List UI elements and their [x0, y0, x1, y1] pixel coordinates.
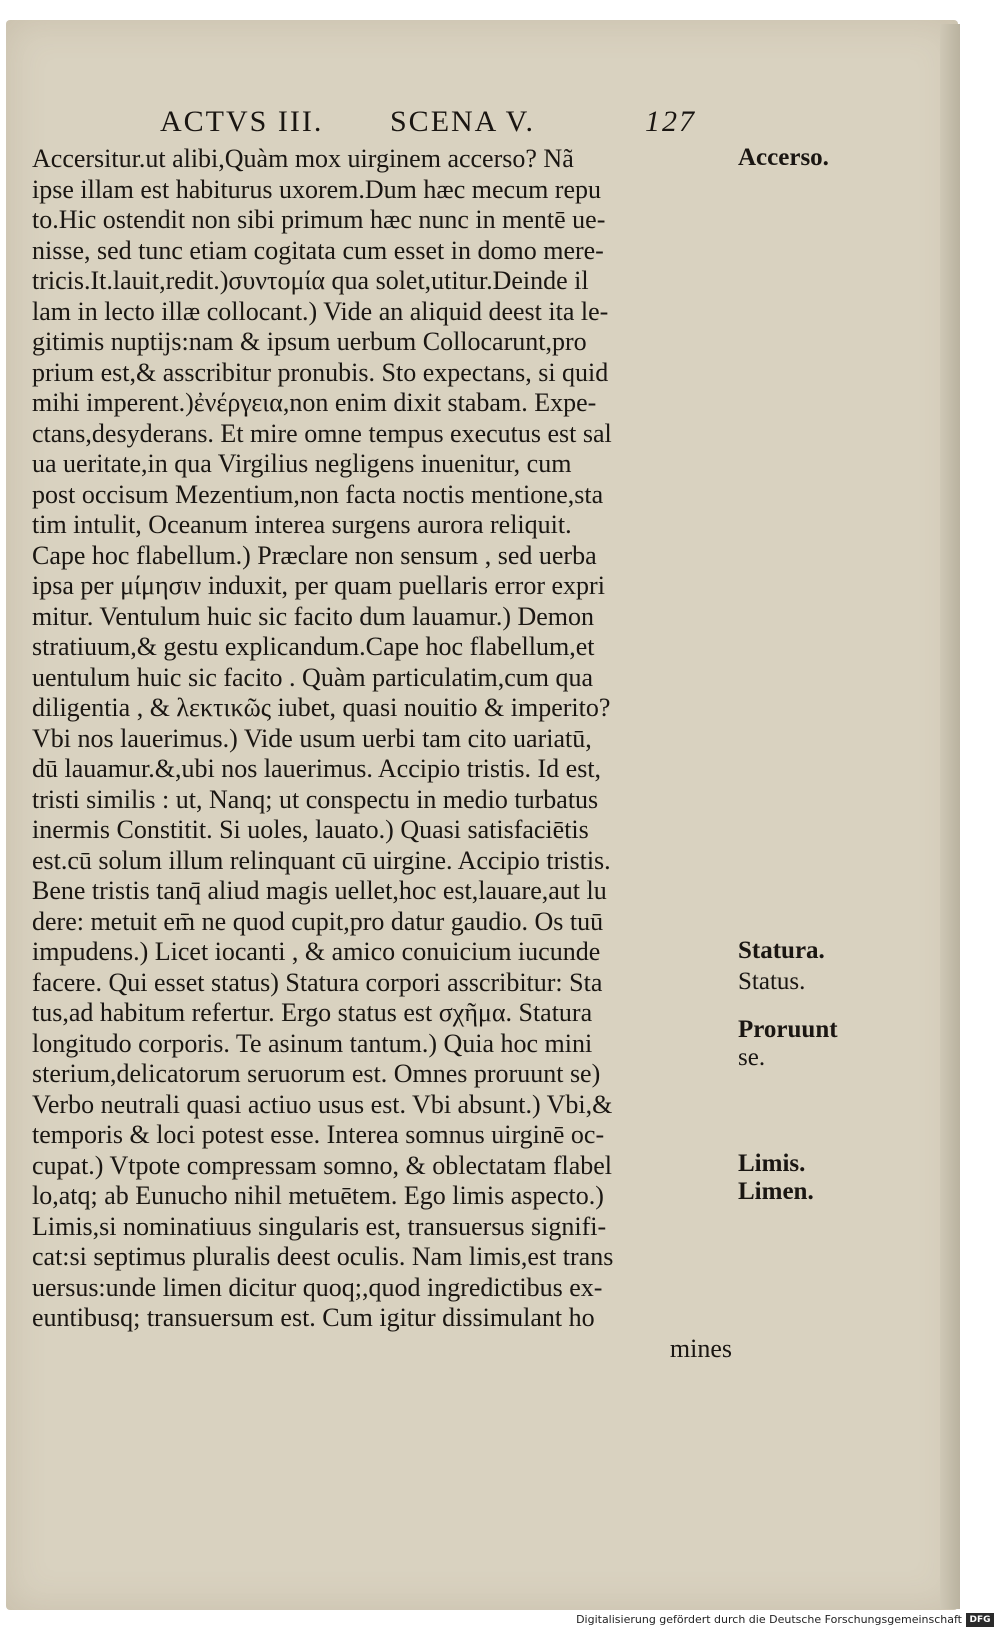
text-line: ua ueritate,in qua Virgilius negligens inuenitur, cum	[32, 449, 572, 478]
text-line: lam in lecto illæ collocant.) Vide an aliquid deest ita le-	[32, 296, 609, 326]
margin-note-accerso: Accerso.	[738, 144, 829, 171]
text-line: Cape hoc flabellum.) Præclare non sensum , sed uerba	[32, 540, 597, 570]
page-edge	[940, 24, 960, 1609]
margin-note-se: se.	[738, 1044, 766, 1071]
text-line: Verbo neutrali quasi actiuo usus est. Vbi absunt.) Vbi,&	[32, 1089, 613, 1119]
text-line: dere: metuit em̄ ne quod cupit,pro datur gaudio. Os tuū	[32, 906, 604, 936]
text-line: tus,ad habitum refertur. Ergo status est σχῆμα. Statura	[32, 998, 593, 1027]
text-line: uersus:unde limen dicitur quoq;,quod ingredictibus ex-	[32, 1272, 603, 1302]
body-text	[32, 144, 732, 1364]
margin-note-limis: Limis.	[738, 1150, 806, 1177]
text-line: cupat.) Vtpote compressam somno, & oblectatam flabel	[32, 1150, 613, 1180]
text-line: mitur. Ventulum huic sic facito dum lauamur.) Demon	[32, 601, 595, 631]
text-line: mihi imperent.)ἐνέργεια,non enim dixit stabam. Expe-	[32, 388, 597, 417]
text-line: ctans,desyderans. Et mire omne tempus executus est sal	[32, 418, 612, 448]
text-line: uentulum huic sic facito . Quàm particulatim,cum qua	[32, 662, 594, 692]
text-line: gitimis nuptijs:nam & ipsum uerbum Collocarunt,pro	[32, 327, 587, 356]
text-line: inermis Constitit. Si uoles, lauato.) Quasi satisfaciētis	[32, 815, 589, 844]
header-scene: SCENA V.	[390, 105, 535, 138]
text-line: tricis.It.lauit,redit.)συντομία qua solet,utitur.Deinde il	[32, 266, 589, 295]
text-line: dū lauamur.&,ubi nos lauerimus. Accipio tristis. Id est,	[32, 754, 602, 783]
margin-note-proruunt: Proruunt	[738, 1016, 838, 1043]
text-line: Accersitur.ut alibi,Quàm mox uirginem accerso? Nã	[32, 144, 574, 173]
text-line: ipse illam est habiturus uxorem.Dum hæc mecum repu	[32, 174, 601, 204]
text-line: Vbi nos lauerimus.) Vide usum uerbi tam cito uariatū,	[32, 723, 592, 753]
text-line: facere. Qui esset status) Statura corpori asscribitur: Sta	[32, 967, 603, 997]
text-line: post occisum Mezentium,non facta noctis mentione,sta	[32, 479, 604, 509]
text-line: Bene tristis tanq̄ aliud magis uellet,hoc est,lauare,aut lu	[32, 876, 607, 905]
page-number: 127	[645, 105, 696, 138]
footer-credit: Digitalisierung gefördert durch die Deutsche Forschungsgemeinschaft	[576, 1613, 962, 1626]
margin-note-statura: Statura.	[738, 937, 825, 964]
text-line: to.Hic ostendit non sibi primum hæc nunc in mentē ue-	[32, 205, 606, 234]
text-line: temporis & loci potest esse. Interea somnus uirginē oc-	[32, 1120, 605, 1149]
text-line: diligentia , & λεκτικῶς iubet, quasi nouitio & imperito?	[32, 693, 611, 722]
text-line: cat:si septimus pluralis deest oculis. Nam limis,est trans	[32, 1242, 614, 1271]
running-header	[160, 105, 720, 141]
text-line: impudens.) Licet iocanti , & amico conuicium iucunde	[32, 937, 601, 966]
dfg-logo-icon: DFG	[966, 1613, 994, 1627]
text-line: stratiuum,& gestu explicandum.Cape hoc flabellum,et	[32, 632, 595, 661]
text-line: prium est,& asscribitur pronubis. Sto expectans, si quid	[32, 357, 609, 387]
text-line: sterium,delicatorum seruorum est. Omnes proruunt se)	[32, 1059, 601, 1088]
text-line: ipsa per μίμησιν induxit, per quam puellaris error expri	[32, 571, 605, 600]
text-line: euntibusq; transuersum est. Cum igitur dissimulant ho	[32, 1303, 595, 1332]
text-line: longitudo corporis. Te asinum tantum.) Quia hoc mini	[32, 1028, 593, 1058]
margin-note-status: Status.	[738, 968, 806, 995]
text-line: Limis,si nominatiuus singularis est, transuersus signifi-	[32, 1211, 607, 1241]
text-line: lo,atq; ab Eunucho nihil metuētem. Ego limis aspecto.)	[32, 1181, 604, 1210]
footer-bar	[0, 1611, 1000, 1631]
header-act: ACTVS III.	[160, 105, 324, 138]
text-line: tim intulit, Oceanum interea surgens aurora reliquit.	[32, 510, 572, 539]
text-line: est.cū solum illum relinquant cū uirgine. Accipio tristis.	[32, 845, 611, 875]
text-line: mines	[669, 1333, 732, 1363]
text-line: tristi similis : ut, Nanq; ut conspectu in medio turbatus	[32, 784, 599, 814]
text-line: nisse, sed tunc etiam cogitata cum esset in domo mere-	[32, 235, 604, 265]
margin-note-limen: Limen.	[738, 1178, 814, 1205]
